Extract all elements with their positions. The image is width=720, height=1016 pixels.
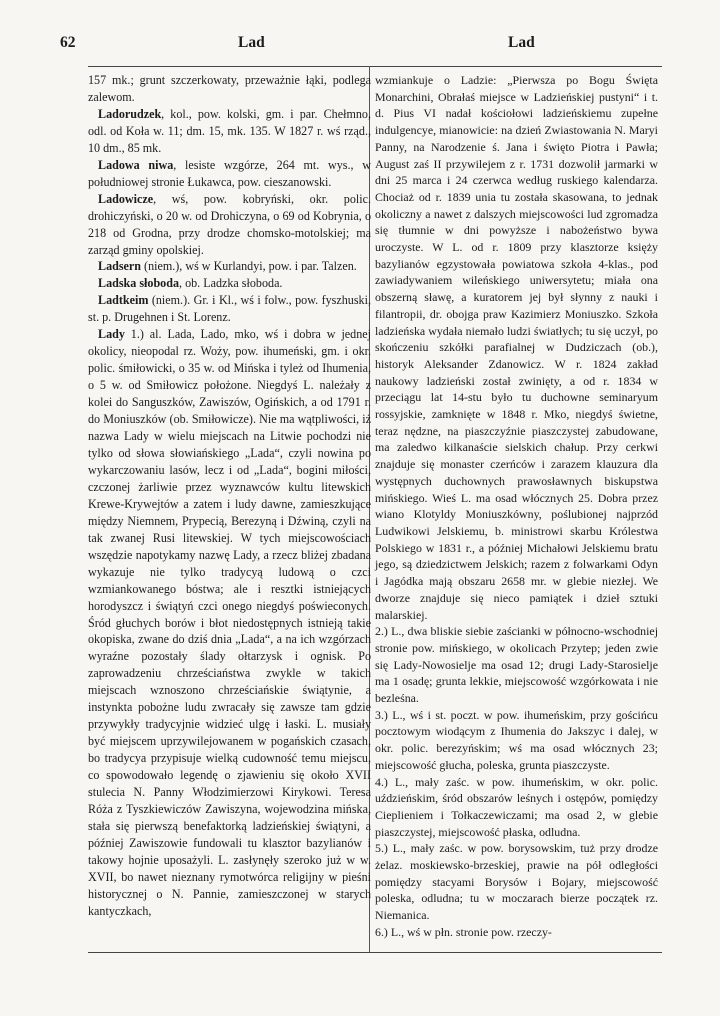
page-header [0, 34, 720, 58]
entry-paragraph [88, 275, 371, 292]
entry-paragraph [88, 72, 371, 106]
header-rule [88, 66, 662, 67]
entry-headword: Ladtkeim [98, 293, 149, 308]
entry-subsection [375, 707, 658, 774]
entry-text: , ob. Ladzka słoboda. [179, 276, 283, 291]
entry-headword: Lady [98, 327, 125, 342]
entry-text: wzmiankuje o Ladzie: „Pierwsza po Bogu Święta Monarchini, Obrałaś miejsce w Ladzieńskiej pustyni“ i t. d. Pius VI nadał kościołowi ladzieńskiemu zupełne indulgencye, mianowicie: na dzień Zwiastowania N. Maryi Panny, na Narodzenie ś. Jana i święto Piotra i Pawła; August zaś II przywilejem z r. 1731 dozwolił jarmarki w dni 25 marca i 24 czerwca według ruskiego kalendarza. Chociaż od r. 1839 unia tu została skasowana, to jednak okoliczny a nawet z dalszych miejscowości lud zgromadza się tłumnie w dni powyższe i nabożeństwo bywa uroczyste. W L. od r. 1809 przy klasztorze księży bazylianów egzystowała powiatowa szkoła 4-klas., pod zawiadywaniem wileńskiego uniwersytetu; miała ona obszerną sławę, a kuratorem jej był słynny z nauki i filantropii, dr. obojga praw Kazimierz Moniuszko. Szkoła ladzieńska wydała niemało ludzi światłych; tu się uczył, po skończeniu szkółki parafialnej w Dudziczach (ob.), historyk Aleksander Zdanowicz. W r. 1824 zakład naukowy ladzieński został zwinięty, a od r. 1834 w przeciągu lat 14-stu było tu duchowne seminaryum rossyjskie, zamknięte w 1848 r. Mko, niegdyś świetne, teraz nędzne, na piaszczyźnie piaszczystej zabudowane, ma zaledwo kilkanaście sielskich chałup. Przy cerkwi znajduje się monaster czerńców i zarazem klauzura dla występnych duchownych prawosławnych biskupstwa mińskiego. Wieś L. ma osad włócznych 25. Dobra przez wiano Klotyldy Moniuszkówny, poślubionej najprzód Ludwikowi Jelskiemu, b. ministrowi skarbu Królestwa Polskiego w 1831 r., a później Michałowi Jelskiemu bratu jego, są dziedzictwem Jelskich; razem z folwarkami Odyn i Jagódka mają obszaru 2658 mr. w glebie niezłej. We dworze znajduje się nieco pamiątek i dzieł sztuki malarskiej. [375, 73, 658, 622]
entry-text: , kol., pow. kolski, gm. i par. Chełmno, odl. od Koła w. 11; dm. 15, mk. 135. W 1827 r. wś rząd., 10 dm., 85 mk. [88, 106, 371, 155]
entry-paragraph [88, 326, 371, 919]
entry-text: , wś, pow. kobryński, okr. polic. drohiczyński, o 20 w. od Drohiczyna, o 69 od Kobrynia, o 218 od Grodna, przy drodze chomsko-motolskiej; ma zarząd gminy opolskiej. [88, 191, 371, 257]
left-column [88, 72, 371, 920]
entry-text: (niem.), wś w Kurlandyi, pow. i par. Talzen. [141, 259, 357, 274]
running-head-right: Lad [508, 34, 535, 51]
entry-paragraph [375, 72, 658, 623]
entry-text: 4.) L., mały zaśc. w pow. ihumeńskim, w okr. polic. uździeńskim, śród obszarów leśnych i ostępów, pomiędzy Cieplieniem i Tołkaczewiczami; ma osad 2, w glebie piaszczystej, miejscowość płaska, odludna. [375, 774, 658, 839]
entry-text: , lesiste wzgórze, 264 mt. wys., w południowej stronie Łukawca, pow. cieszanowski. [88, 157, 372, 189]
page-number: 62 [60, 34, 76, 51]
entry-text: 3.) L., wś i st. poczt. w pow. ihumeńskim, przy gościńcu pocztowym wiodącym z Ihumenia do Jakszyc i dalej, w okr. polic. berezyńskim; wś ma osad włócznych 23; miejscowość głucha, poleska, grunta piaszczyste. [375, 707, 658, 772]
entry-headword: Ladska słoboda [98, 276, 180, 291]
entry-headword: Ladowa niwa [98, 157, 174, 172]
entry-paragraph [88, 106, 371, 157]
entry-paragraph [88, 258, 371, 275]
entry-headword: Ladsern [98, 259, 142, 274]
entry-text: 2.) L., dwa bliskie siebie zaścianki w północno-wschodniej stronie pow. mińskiego, w okolicach Przytep; jeden zwie się Lady-Nowosielje ma osad 12; drugi Lady-Starosielje ma 1 osadę; grunta lekkie, miejscowość wzgórkowata i nie bezleśna. [375, 624, 658, 706]
footer-rule [88, 952, 662, 953]
entry-text: 157 mk.; grunt szczerkowaty, przeważnie łąki, podlega zalewom. [88, 73, 371, 104]
entry-paragraph [88, 191, 371, 259]
entry-text: 6.) L., wś w płn. stronie pow. rzeczy- [375, 924, 552, 939]
entry-subsection [375, 840, 658, 924]
entry-subsection [375, 774, 658, 841]
entry-text: 1.) al. Lada, Lado, mko, wś i dobra w jednej okolicy, nieopodal rz. Woży, pow. ihumeński, gm. i okr. polic. śmiłowicki, o 35 w. od Mińska i tyleż od Ihumenia, o 5 w. od Smiłowicz położone. Niegdyś L. należały z kolei do Sanguszków, Zawiszów, Ogińskich, a od 1791 r. do Moniuszków (ob. Smiłowicze). Nie ma wątpliwości, iż nazwa Lady w wielu miejscach na Litwie pochodzi nie tylko od słowa słowiańskiego „Lada“, czyli nowina po wykarczowaniu lasów, lecz i od „Lada“, bogini miłości, czczonej żarliwie przez wyznawców kultu litewskich Krewe-Krywejtów a zatem i ludy dawne, zamieszkujące między Niemnem, Prypecią, Berezyną i Dźwiną, czyli na tak zwanej Rusi litewskiej. W tych miejscowościach wszędzie napotykamy nazwę Lady, a rzecz bliżej zbadana wykazuje nie tylko tradycyą ludową o czci wzmiankowanego bóstwa; ale i resztki istniejących horodyszcz i świątyń czci onego niegdyś poświeconych. Śród głuchych borów i błot niedostępnych istnieją takie okopiska, zwane do dziś dnia „Lada“, a na ich wzgórzach wyraźne pozostały ślady ołtarzysk i ognisk. Po zaprowadzeniu chrześciaństwa zwykle w takich miejscach wznoszono chrześciańskie świątynie, a instynkta pobożne ludu zwracały się zawsze tam gdzie przywykły tradycyjnie widzieć ulgę i łaski. L. musiały być miejscem uprzywilejowanem w pogańskich czasach, bo tradycya przypisuje wielką cudowność temu miejscu, co spowodowało legendę o zjawieniu się około XVII stulecia N. Panny Włodzimierzowi Kirykowi. Teresa Róża z Tyszkiewiczów Zawiszyna, wojewodzina mińska, stała się pierwszą benefaktorką ladzieńskiej świątyni, a później Zawiszowie fundowali tu klasztor bazylianów i takowy hojnie uposażyli. L. zasłynęły szeroko już w w. XVII, bo nawet nieznany rymotwórca religijny w pieśni historycznej o N. Pannie, zamieszczonej w starych kantyczkach, [88, 327, 371, 918]
entry-paragraph [88, 292, 371, 326]
entry-headword: Ladowicze [98, 191, 154, 206]
entry-text: (niem.). Gr. i Kl., wś i folw., pow. fyszhuski, st. p. Drugehnen i St. Lorenz. [88, 293, 371, 325]
entry-subsection [375, 924, 658, 941]
right-column [375, 72, 658, 941]
entry-headword: Ladorudzek [98, 106, 162, 121]
entry-text: 5.) L., mały zaśc. w pow. borysowskim, tuż przy drodze żelaz. moskiewsko-brzeskiej, prawie na pół odległości pomiędzy stacyami Borysów i Bojary, miejscowość poleska, odludna; tu w moczarach bierze początek rz. Niemanica. [375, 841, 658, 923]
running-head-left: Lad [238, 34, 265, 51]
entry-subsection [375, 623, 658, 707]
entry-paragraph [88, 157, 371, 191]
